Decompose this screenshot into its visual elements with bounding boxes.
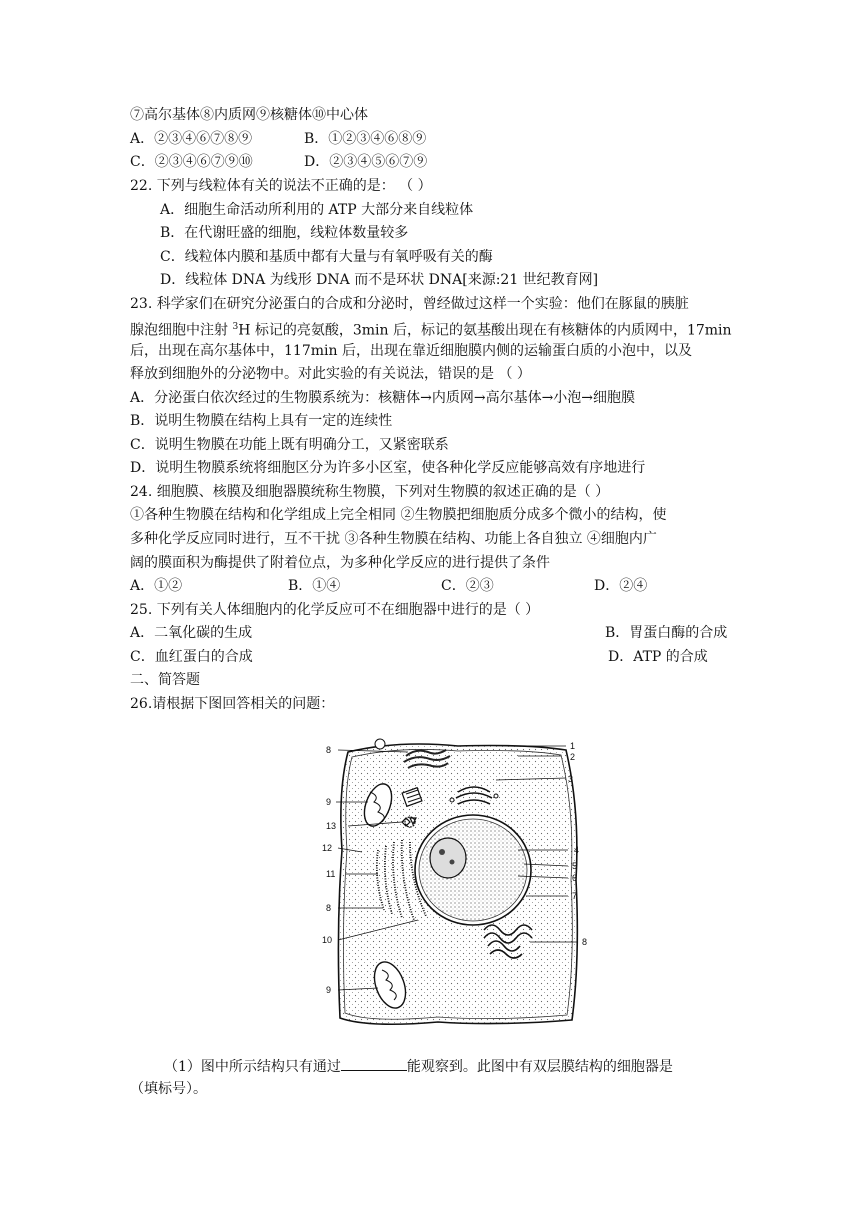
q23-text-b: H 标记的亮氨酸，3min 后，标记的氨基酸出现在有核糖体的内质网中，17min [238, 322, 732, 339]
label-3: 3 [568, 774, 574, 784]
q24-option-d: D．②④ [594, 578, 648, 594]
q24-option-c: C．②③ [441, 578, 494, 594]
q23-option-c: C．说明生物膜在功能上既有明确分工，又紧密联系 [130, 437, 449, 453]
question-25: 25. 下列有关人体细胞内的化学反应可不在细胞器中进行的是（ ） [130, 602, 540, 618]
question-26: 26.请根据下图回答相关的问题： [130, 696, 335, 712]
q23-text-a: 腺泡细胞中注射 [130, 322, 233, 339]
q26-sub-1-line-1 [164, 1057, 673, 1075]
q26-sub-1-line-2: （填标号）。 [130, 1081, 207, 1097]
q22-option-c: C．线粒体内膜和基质中都有大量与有氧呼吸有关的酶 [160, 249, 493, 265]
label-8-top: 8 [326, 745, 332, 755]
option-B: B．①②③④⑥⑧⑨ [304, 131, 427, 147]
q25-option-c: C．血红蛋白的合成 [130, 649, 253, 665]
question-24-line-3: 多种化学反应同时进行，互不干扰 ③各种生物膜在结构、功能上各自独立 ④细胞内广 [130, 531, 657, 547]
question-23-line-2 [130, 319, 732, 339]
option-C: C．②③④⑥⑦⑨⑩ [130, 154, 253, 170]
q26-sub-1-text-a: （1）图中所示结构只有通过 [164, 1059, 341, 1075]
q22-option-d: D．线粒体 DNA 为线形 DNA 而不是环状 DNA[来源:21 世纪教育网] [160, 272, 599, 288]
question-24-line-4: 阔的膜面积为酶提供了附着位点，为多种化学反应的进行提供了条件 [130, 555, 550, 571]
q23-option-b: B．说明生物膜在结构上具有一定的连续性 [130, 413, 393, 429]
label-7: 7 [572, 891, 578, 901]
label-12: 12 [322, 843, 333, 853]
q25-option-d: D．ATP 的合成 [608, 649, 708, 665]
label-8-mid: 8 [326, 903, 332, 913]
label-10: 10 [322, 935, 333, 945]
option-A: A．②③④⑥⑦⑧⑨ [130, 131, 253, 147]
label-4: 4 [574, 845, 580, 855]
label-11: 11 [326, 869, 336, 879]
q25-option-a: A．二氧化碳的生成 [130, 625, 253, 641]
question-24-line-1: 24. 细胞膜、核膜及细胞器膜统称生物膜，下列对生物膜的叙述正确的是（ ） [130, 484, 610, 500]
label-1: 1 [570, 741, 576, 751]
q24-option-b: B．①④ [288, 578, 341, 594]
q25-option-b: B．胃蛋白酶的合成 [605, 625, 728, 641]
label-5: 5 [572, 861, 578, 871]
options-line-0: ⑦高尔基体⑧内质网⑨核糖体⑩中心体 [130, 107, 368, 123]
label-13: 13 [326, 821, 337, 831]
animal-cell-diagram [318, 730, 600, 1030]
label-9-top: 9 [326, 797, 332, 807]
q26-sub-1-text-b: 能观察到。此图中有双层膜结构的细胞器是 [406, 1059, 673, 1075]
label-6: 6 [572, 873, 578, 883]
label-9-bottom: 9 [326, 985, 332, 995]
section-title: 二、简答题 [130, 672, 200, 688]
answer-blank[interactable] [341, 1057, 407, 1071]
q23-superscript: 3 [232, 322, 239, 332]
question-22: 22. 下列与线粒体有关的说法不正确的是： （ ） [130, 178, 432, 194]
label-8-right: 8 [582, 937, 588, 947]
q22-option-a: A．细胞生命活动所利用的 ATP 大部分来自线粒体 [160, 202, 474, 218]
question-23-line-4: 释放到细胞外的分泌物中。对此实验的有关说法，错误的是 （ ） [130, 366, 531, 382]
q22-option-b: B．在代谢旺盛的细胞，线粒体数量较多 [160, 225, 409, 241]
q23-option-a: A．分泌蛋白依次经过的生物膜系统为：核糖体→内质网→高尔基体→小泡→细胞膜 [130, 390, 636, 406]
q24-option-a: A．①② [130, 578, 183, 594]
option-D: D．②③④⑤⑥⑦⑨ [304, 154, 428, 170]
q23-option-d: D．说明生物膜系统将细胞区分为许多小区室，使各种化学反应能够高效有序地进行 [130, 460, 646, 476]
question-24-line-2: ①各种生物膜在结构和化学组成上完全相同 ②生物膜把细胞质分成多个微小的结构，使 [130, 507, 667, 523]
nucleus [415, 815, 531, 925]
label-2: 2 [570, 752, 576, 762]
question-23-line-1: 23. 科学家们在研究分泌蛋白的合成和分泌时，曾经做过这样一个实验：他们在豚鼠的胰脏 [130, 296, 689, 312]
secretory-vesicle [375, 739, 385, 749]
question-23-line-3: 后，出现在高尔基体中，117min 后，出现在靠近细胞膜内侧的运输蛋白质的小泡中，以及 [130, 343, 692, 359]
